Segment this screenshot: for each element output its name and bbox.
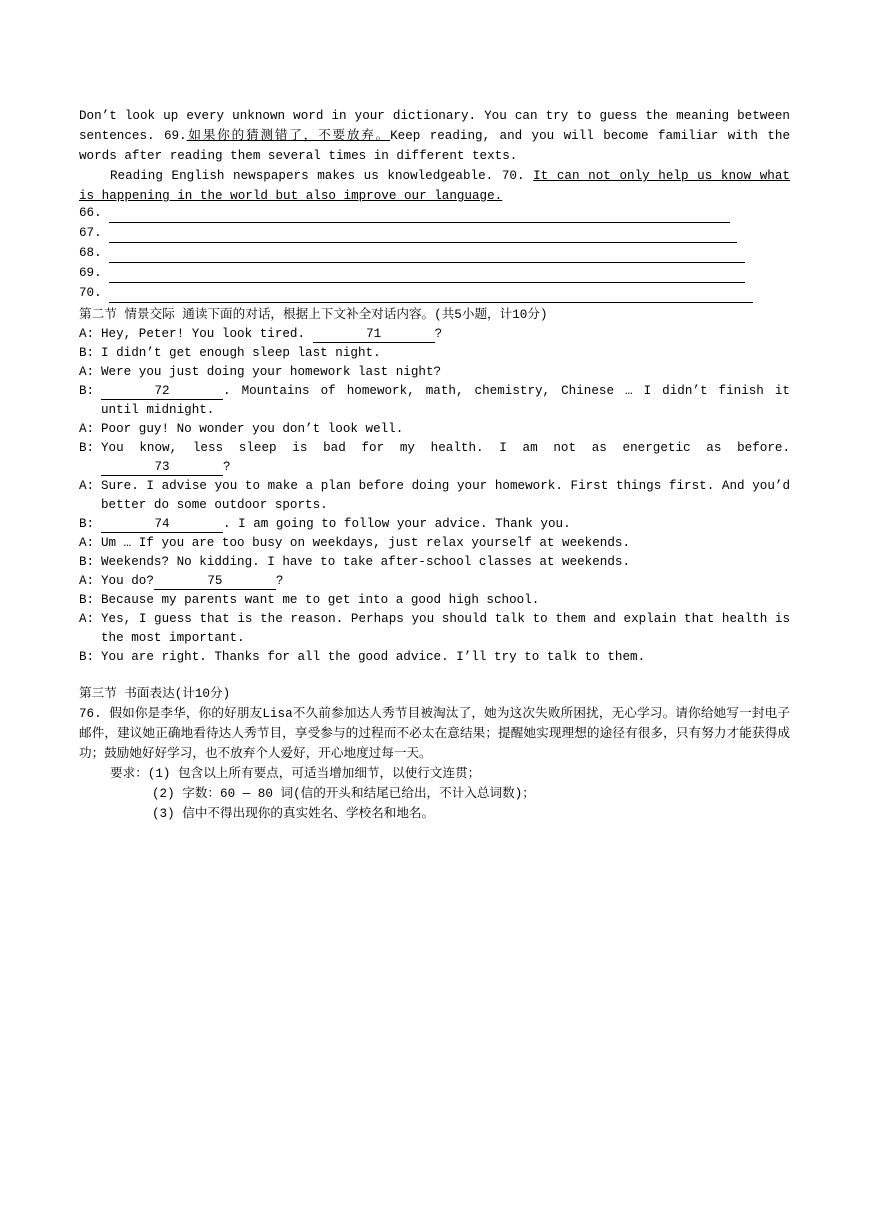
dialogue-line — [79, 477, 790, 515]
dialogue-line — [79, 325, 790, 344]
dialogue-line — [79, 363, 790, 382]
answer-number: 68. — [79, 246, 102, 260]
passage-text: Keep reading, and you will become familiar with the words after reading them several times in different texts. — [79, 129, 791, 163]
dialogue-text: . Mountains of homework, math, chemistry, Chinese … I didn’t finish it until midnight. — [101, 384, 790, 417]
dialogue-line — [79, 344, 790, 363]
answer-line-66[interactable] — [79, 206, 790, 226]
dialogue-line — [79, 382, 790, 420]
passage-paragraph-1 — [79, 106, 790, 166]
section-3-heading: 第三节 书面表达(计10分) — [79, 687, 231, 701]
dialogue-text: You are right. Thanks for all the good advice. I’ll try to talk to them. — [101, 650, 646, 664]
exam-page — [79, 106, 790, 824]
section-2-heading: 第二节 情景交际 通读下面的对话，根据上下文补全对话内容。(共5小题，计10分) — [79, 308, 548, 322]
dialogue-text: Yes, I guess that is the reason. Perhaps you should talk to them and explain that health is the most important. — [101, 612, 790, 645]
speaker-label: B: — [79, 346, 95, 360]
dialogue-line — [79, 515, 790, 534]
dialogue-text: Because my parents want me to get into a good high school. — [101, 593, 540, 607]
dialogue-line — [79, 648, 790, 667]
dialogue-text: You know, less sleep is bad for my health. I am not as energetic as before. — [101, 441, 790, 455]
underlined-sentence-69: 如果你的猜测错了，不要放弃。 — [186, 129, 391, 143]
underlined-sentence-70: It can not only help us know what is happening in the world but also improve our language. — [79, 169, 790, 203]
speaker-label: B: — [79, 555, 95, 569]
dialogue-line — [79, 553, 790, 572]
answer-rule — [109, 302, 753, 303]
answer-line-67[interactable] — [79, 226, 790, 246]
dialogue-text: Weekends? No kidding. I have to take after-school classes at weekends. — [101, 555, 631, 569]
answer-line-70[interactable] — [79, 286, 790, 306]
speaker-label: A: — [79, 574, 95, 588]
answer-number: 67. — [79, 226, 102, 240]
dialogue-blank-72[interactable]: 72 — [101, 384, 223, 400]
requirement-3: (3) 信中不得出现你的真实姓名、学校名和地名。 — [152, 807, 435, 821]
dialogue — [79, 325, 790, 667]
dialogue-text: Um … If you are too busy on weekdays, just relax yourself at weekends. — [101, 536, 631, 550]
answer-rule — [109, 242, 737, 243]
answer-line-69[interactable] — [79, 266, 790, 286]
passage-paragraph-2 — [79, 166, 790, 206]
dialogue-text: ? — [223, 460, 231, 474]
answer-number: 66. — [79, 206, 102, 220]
answer-rule — [109, 282, 745, 283]
speaker-label: A: — [79, 365, 95, 379]
speaker-label: A: — [79, 536, 95, 550]
answer-rule — [109, 222, 730, 223]
dialogue-line — [79, 439, 790, 477]
writing-task: 76. 假如你是李华，你的好朋友Lisa不久前参加达人秀节目被淘汰了，她为这次失败所困扰，无心学习。请你给她写一封电子邮件，建议她正确地看待达人秀节目，享受参与的过程而不必太在意结果；提醒她实现理想的途径有很多，只有努力才能获得成功；鼓励她好好学习，也不放弃个人爱好，开心地度过每一天。 — [79, 707, 790, 761]
dialogue-text: ? — [434, 327, 443, 341]
requirement-2: (2) 字数：60 — 80 词(信的开头和结尾已给出，不计入总词数)； — [152, 787, 535, 801]
dialogue-line — [79, 534, 790, 553]
dialogue-text: ? — [275, 574, 284, 588]
dialogue-text: Were you just doing your homework last night? — [101, 365, 442, 379]
answer-rule — [109, 262, 745, 263]
speaker-label: B: — [79, 384, 95, 398]
passage-text: Reading English newspapers makes us knowledgeable. 70. — [110, 169, 534, 183]
answer-lines — [79, 206, 790, 306]
dialogue-text: . I am going to follow your advice. Thank you. — [223, 517, 571, 531]
dialogue-text: You do? — [101, 574, 154, 588]
speaker-label: B: — [79, 517, 95, 531]
answer-line-68[interactable] — [79, 246, 790, 266]
dialogue-blank-74[interactable]: 74 — [101, 517, 223, 533]
dialogue-blank-71[interactable]: 71 — [313, 327, 435, 343]
dialogue-blank-73[interactable]: 73 — [101, 460, 223, 476]
dialogue-text: Sure. I advise you to make a plan before doing your homework. First things first. And you’d better do some outdoor sports. — [101, 479, 790, 512]
passage-text: Don’t look up every unknown word in your dictionary. You can try to guess the meaning between sentences. 69. — [79, 109, 790, 143]
speaker-label: B: — [79, 593, 95, 607]
requirement-1: 要求：(1) 包含以上所有要点，可适当增加细节，以使行文连贯； — [110, 767, 481, 781]
answer-number: 69. — [79, 266, 102, 280]
answer-number: 70. — [79, 286, 102, 300]
speaker-label: B: — [79, 441, 95, 455]
speaker-label: A: — [79, 612, 95, 626]
dialogue-text: I didn’t get enough sleep last night. — [101, 346, 381, 360]
dialogue-text: Poor guy! No wonder you don’t look well. — [101, 422, 404, 436]
speaker-label: A: — [79, 327, 95, 341]
speaker-label: B: — [79, 650, 95, 664]
dialogue-text: Hey, Peter! You look tired. — [101, 327, 313, 341]
dialogue-line — [79, 610, 790, 648]
speaker-label: A: — [79, 422, 95, 436]
dialogue-line — [79, 420, 790, 439]
dialogue-blank-75[interactable]: 75 — [154, 574, 276, 590]
dialogue-line — [79, 591, 790, 610]
dialogue-line — [79, 572, 790, 591]
speaker-label: A: — [79, 479, 95, 493]
